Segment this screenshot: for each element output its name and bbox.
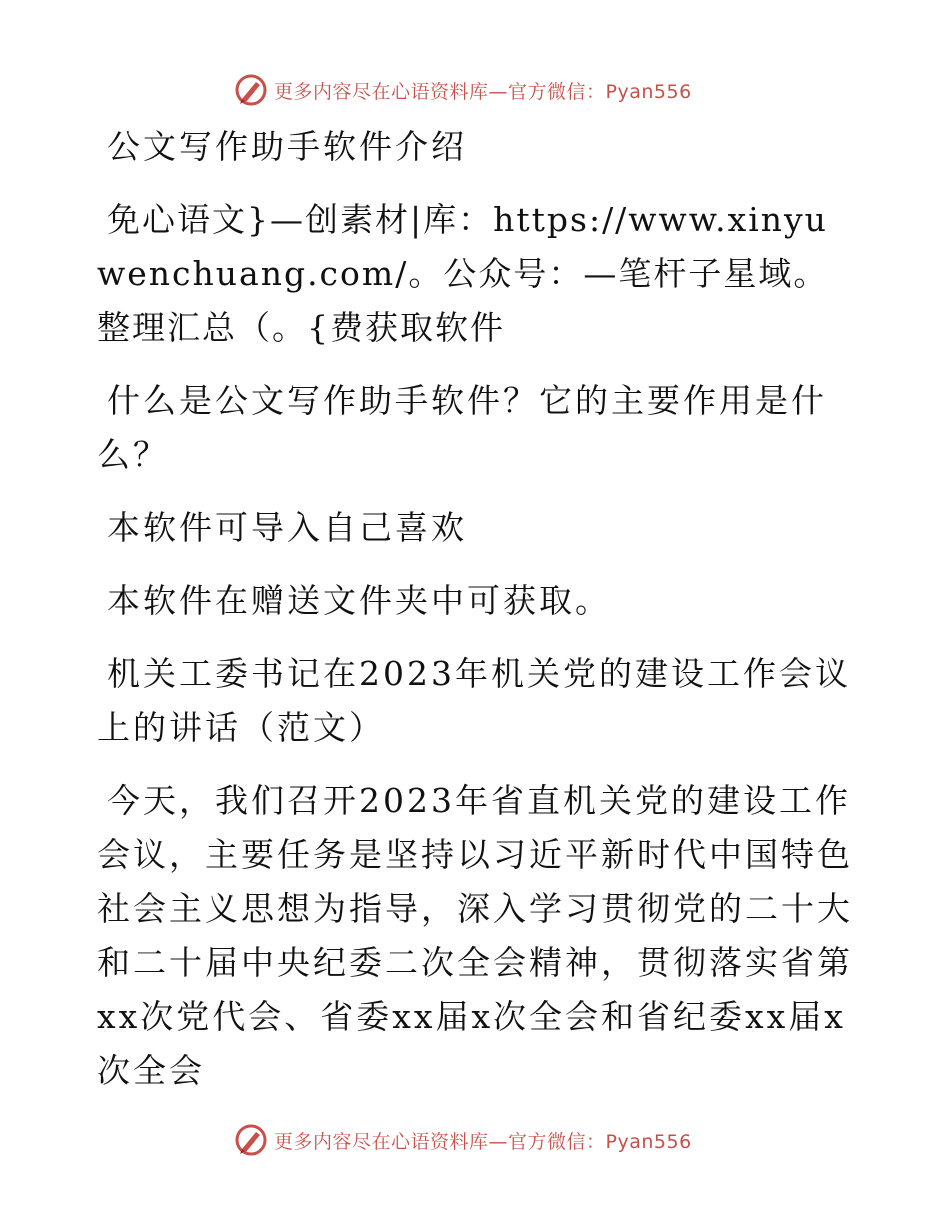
paragraph-title: 公文写作助手软件介绍 bbox=[107, 127, 467, 166]
footer-banner-text: 更多内容尽在心语资料库—官方微信：Pyan556 bbox=[274, 1130, 692, 1153]
paragraph-import: 本软件可导入自己喜欢 bbox=[107, 508, 467, 547]
pen-logo-icon bbox=[234, 73, 268, 107]
header-banner-text: 更多内容尽在心语资料库—官方微信：Pyan556 bbox=[274, 80, 692, 103]
paragraph-question: 什么是公文写作助手软件？它的主要作用是什么？ bbox=[97, 381, 827, 474]
paragraph-gift-folder: 本软件在赠送文件夹中可获取。 bbox=[107, 581, 611, 620]
document-body bbox=[97, 120, 857, 1117]
paragraph-speech-body: 今天，我们召开2023年省直机关党的建设工作会议，主要任务是坚持以习近平新时代中国特色社会主义思想为指导，深入学习贯彻党的二十大和二十届中央纪委二次全会精神，贯彻落实省第xx次党代会、省委xx届x次全会和省纪委xx届x次全会 bbox=[97, 781, 853, 1090]
pen-logo-icon bbox=[234, 1123, 268, 1157]
header-banner bbox=[234, 70, 754, 110]
footer-banner bbox=[234, 1120, 754, 1160]
paragraph-speech-title: 机关工委书记在2023年机关党的建设工作会议上的讲话（范文） bbox=[97, 654, 851, 747]
paragraph-source: 免心语文}—创素材|库：https://www.xinyuwenchuang.com/。公众号：—笔杆子星域。整理汇总（。{费获取软件 bbox=[97, 200, 829, 347]
